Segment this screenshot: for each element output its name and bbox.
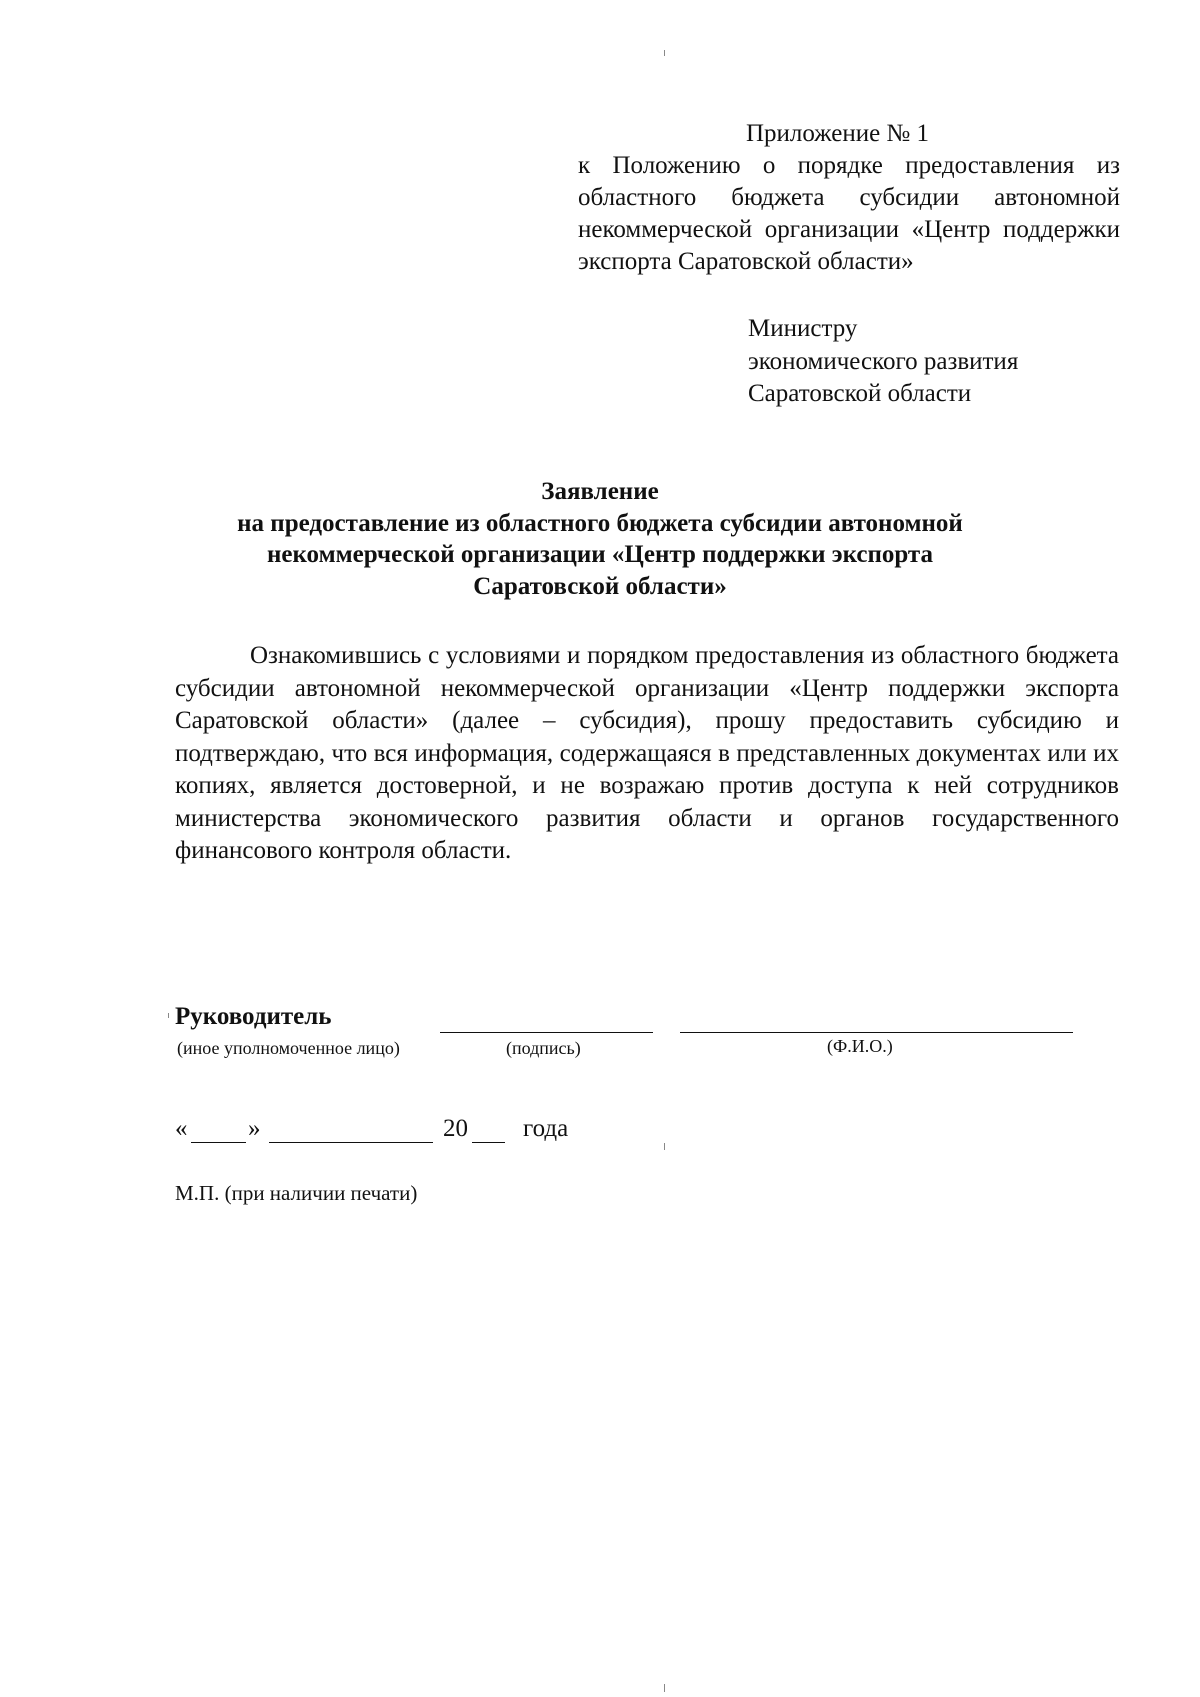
addressee-block (748, 313, 1148, 411)
year-blank-line (472, 1142, 505, 1143)
full-name-line (680, 1032, 1073, 1033)
signatory-title: Руководитель (175, 1003, 332, 1030)
day-blank-line (191, 1142, 246, 1143)
heading-line: Саратовской области» (473, 572, 727, 600)
stamp-note: М.П. (при наличии печати) (175, 1181, 418, 1205)
addressee-line: Министру (748, 315, 858, 342)
date-close-quote: » (248, 1115, 261, 1142)
heading-line: Заявление (541, 478, 659, 505)
scan-speck (168, 1013, 169, 1018)
signature-caption: (подпись) (506, 1038, 581, 1058)
heading-line: некоммерческой организации «Центр поддержки экспорта (266, 541, 934, 568)
full-name-caption: (Ф.И.О.) (827, 1036, 893, 1056)
body-paragraph: Ознакомившись с условиями и порядком предоставления из областного бюджета субсидии автономной некоммерческой организации «Центр поддержки экспорта Саратовской области» (далее – субсидия), прошу предоставить субсидию и подтверждаю, что вся информация, содержащаяся в представленных документах или их копиях, является достоверной, и не возражаю против доступа к ней сотрудников министерства экономического развития области и органов государственного финансового контроля области. (175, 642, 1119, 864)
year-prefix: 20 (443, 1115, 468, 1142)
date-open-quote: « (175, 1115, 188, 1142)
role-caption: (иное уполномоченное лицо) (177, 1038, 400, 1058)
scan-speck (664, 1143, 665, 1150)
appendix-block (578, 118, 1120, 278)
signature-line (440, 1032, 653, 1033)
addressee-line: Саратовской области (748, 380, 972, 407)
appendix-text: к Положению о порядке предоставления из областного бюджета субсидии автономной некоммерческой организации «Центр поддержки экспорта Саратовской области» (578, 152, 1120, 275)
scan-speck (664, 50, 665, 56)
month-blank-line (269, 1142, 433, 1143)
document-heading (150, 476, 1050, 602)
year-suffix: года (523, 1115, 569, 1142)
scan-speck (664, 1684, 665, 1692)
addressee-line: экономического развития (748, 347, 1019, 375)
heading-line: на предоставление из областного бюджета субсидии автономной (237, 509, 963, 537)
appendix-title: Приложение № 1 (746, 120, 930, 147)
